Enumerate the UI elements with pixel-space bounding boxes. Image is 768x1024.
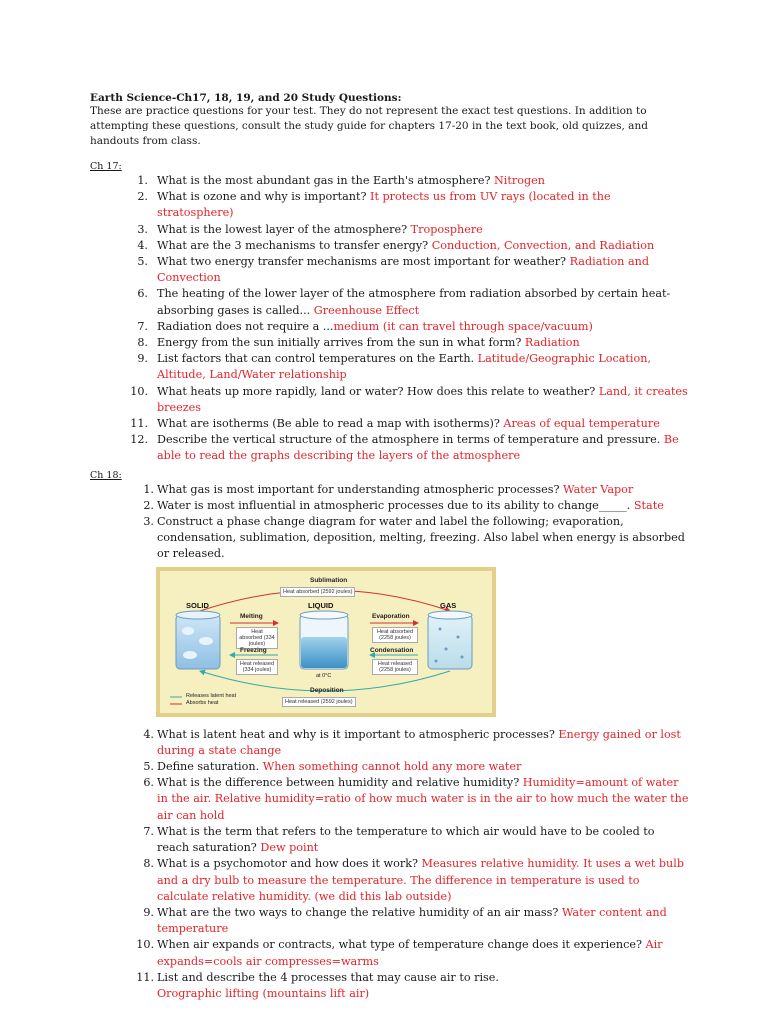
question-item [90,514,690,563]
question-number: 11. [130,417,148,431]
question-number: 5. [143,760,154,774]
question-text: What are the two ways to change the relative humidity of an air mass? [157,905,562,919]
question-text: Describe the vertical structure of the atmosphere in terms of temperature and pressure. [157,433,664,447]
answer-text: Nitrogen [494,174,545,187]
phase-change-diagram [156,567,496,717]
answer-text: Troposphere [410,222,483,236]
answer-text: Orographic lifting (mountains lift air) [157,986,370,1000]
question-text: Construct a phase change diagram for water and label the following; evaporation, condensation, sublimation, deposition, melting, freezing. Also label when energy is absorbed or released. [157,515,685,561]
freezing-label: Freezing [240,646,267,654]
solid-container [176,611,220,669]
answer-text: When something cannot hold any more water [262,760,522,774]
sublimation-heat: Heat absorbed (2592 joules) [280,587,355,597]
question-number: 8. [143,857,154,871]
question-text: What is latent heat and why is it important to atmospheric processes? [157,727,559,741]
question-number: 11. [136,970,154,984]
sublimation-label: Sublimation [310,576,348,584]
evaporation-heat: Heat absorbed (2258 joules) [372,627,418,643]
chapter-18-questions-part-2 [90,727,690,1002]
question-item [90,775,690,824]
question-item [90,384,690,416]
document-page [90,92,690,1002]
question-text: When air expands or contracts, what type of temperature change does it experience? [157,938,646,952]
condensation-heat: Heat released (2258 joules) [372,659,418,675]
answer-text: Latitude/Geographic Location, Altitude, Land/Water relationship [157,352,652,382]
question-text: Water is most influential in atmospheric processes due to its ability to change_____. [157,498,634,512]
question-number: 10. [130,384,148,398]
question-text: What are isotherms (Be able to read a map with isotherms)? [157,417,504,431]
question-item [90,238,690,254]
question-number: 6. [143,776,154,790]
answer-text: Areas of equal temperature [503,417,660,431]
question-number: 6. [137,287,148,301]
question-text: What gas is most important for understanding atmospheric processes? [157,482,564,496]
chapter-17-heading: Ch 17: [90,161,122,172]
answer-text: Conduction, Convection, and Radiation [431,238,655,252]
answer-text: Dew point [260,841,319,855]
answer-text: State [633,498,664,512]
condensation-label: Condensation [370,646,414,654]
document-title: Earth Science-Ch17, 18, 19, and 20 Study Questions: [90,92,402,104]
question-item [90,970,690,1002]
question-item [90,335,690,351]
answer-text: Water content and temperature [157,905,667,936]
question-text: Energy from the sun initially arrives from the sun in what form? [157,336,525,350]
question-text: List factors that can control temperatures on the Earth. [157,352,478,366]
question-number: 1. [137,174,148,187]
question-number: 2. [137,190,148,204]
question-item [90,759,690,775]
temperature-label: at 0°C [316,672,332,679]
question-number: 3. [137,222,148,236]
question-text: Radiation does not require a ... [157,319,334,333]
question-text: What is ozone and why is important? [157,190,371,204]
answer-text: medium (it can travel through space/vacuum) [333,319,593,333]
question-item [90,416,690,432]
question-text: What is the most abundant gas in the Earth's atmosphere? [157,174,495,187]
chapter-18-heading: Ch 18: [90,469,122,481]
freezing-heat: Heat released (334 joules) [236,659,278,675]
question-item [90,856,690,905]
gas-label: GAS [440,600,457,610]
melting-label: Melting [240,612,263,620]
question-text: The heating of the lower layer of the atmosphere from radiation absorbed by certain heat-absorbing gases is called... [157,287,671,317]
question-number: 4. [143,727,154,741]
answer-text: Land, it creates breezes [157,384,688,414]
question-text: What is a psychomotor and how does it work? [157,857,422,871]
melting-heat: Heat absorbed (334 joules) [236,627,278,649]
answer-text: It protects us from UV rays (located in the stratosphere) [157,190,611,220]
question-number: 4. [137,238,148,252]
question-item [90,498,690,514]
question-item [90,173,690,189]
question-number: 7. [143,824,154,838]
solid-label: SOLID [186,600,209,610]
question-number: 9. [143,905,154,919]
question-number: 3. [143,515,154,529]
question-text: What are the 3 mechanisms to transfer energy? [157,238,432,252]
deposition-heat: Heat released (2592 joules) [282,697,356,707]
question-number: 2. [143,498,154,512]
question-item [90,905,690,937]
question-number: 1. [143,482,154,496]
question-item [90,189,690,221]
document-intro: These are practice questions for your test. They do not represent the exact test questions. In addition to attempting these questions, consult the study guide for chapters 17-20 in the text book, old quizzes, and handouts from class. [90,105,648,147]
answer-text: Humidity=amount of water in the air. Relative humidity=ratio of how much water is in the air to how much the water the air can hold [157,776,689,822]
liquid-label: LIQUID [308,600,334,610]
question-number: 10. [136,938,154,952]
question-item [90,824,690,856]
question-item [90,351,690,383]
question-number: 8. [137,336,148,350]
question-text: What is the difference between humidity and relative humidity? [157,776,523,790]
question-number: 9. [137,352,148,366]
question-text: List and describe the 4 processes that may cause air to rise. [157,970,499,984]
legend-absorbs: Absorbs heat [186,699,219,706]
chapter-18-questions-part-1 [90,482,690,563]
answer-text: Radiation and Convection [157,255,649,285]
answer-text: Water Vapor [563,482,634,496]
liquid-container [300,611,348,669]
deposition-label: Deposition [310,686,344,694]
question-item [90,286,690,318]
answer-text: Air expands=cools air compresses=warms [157,938,663,968]
question-item [90,222,690,238]
answer-text: Be able to read the graphs describing the layers of the atmosphere [157,433,679,463]
gas-container [428,611,472,669]
answer-text: Energy gained or lost during a state change [157,727,681,757]
answer-text: Measures relative humidity. It uses a wet bulb and a dry bulb to measure the temperature. The difference in temperature is used to calculate relative humidity. (we did this lab outside) [157,857,684,903]
question-item [90,432,690,464]
question-number: 12. [130,433,148,447]
answer-text: Greenhouse Effect [313,303,420,317]
evaporation-label: Evaporation [372,612,410,620]
question-text: What two energy transfer mechanisms are most important for weather? [157,255,570,269]
question-text: Define saturation. [157,760,263,774]
question-text: What heats up more rapidly, land or water? How does this relate to weather? [157,384,599,398]
chapter-17-questions [90,173,690,465]
question-item [90,254,690,286]
question-text: What is the lowest layer of the atmosphere? [157,222,411,236]
question-number: 7. [137,319,148,333]
legend-releases: Releases latent heat [186,692,237,699]
question-number: 5. [137,255,148,269]
question-text: What is the term that refers to the temperature to which air would have to be cooled to reach saturation? [157,824,655,855]
question-item [90,482,690,498]
question-item [90,319,690,335]
question-item [90,727,690,759]
answer-text: Radiation [524,336,580,350]
question-item [90,937,690,969]
